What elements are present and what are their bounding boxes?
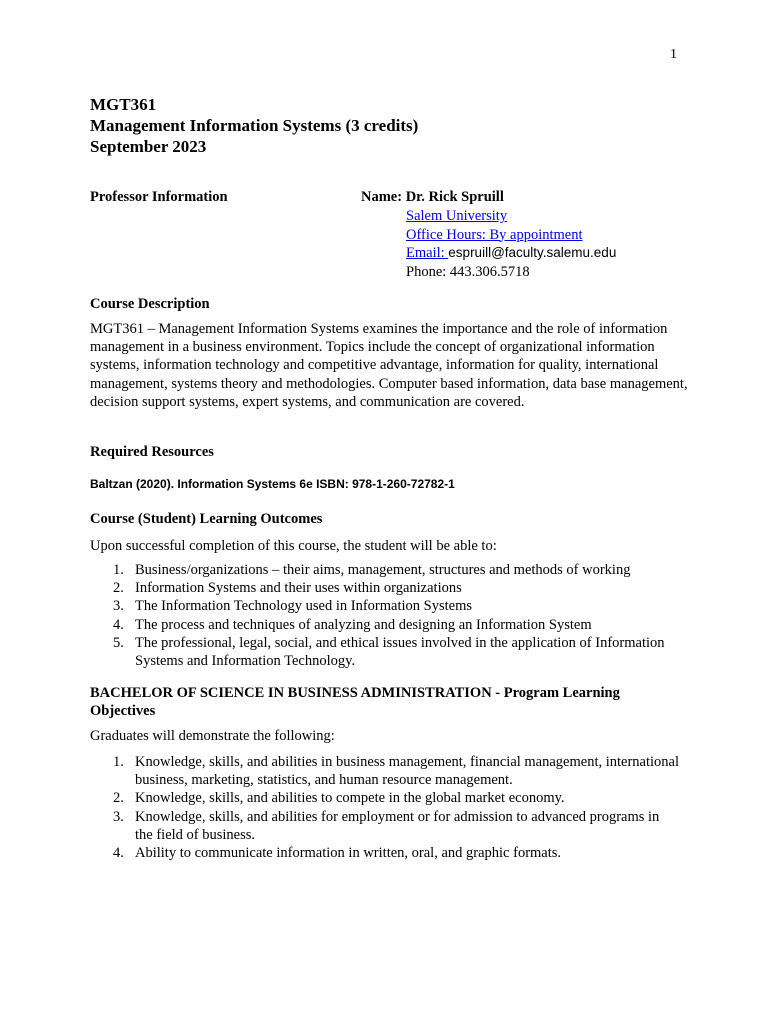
program-objectives-intro: Graduates will demonstrate the following: [90, 728, 335, 744]
list-item: 2. Knowledge, skills, and abilities to compete in the global market economy. [113, 790, 565, 807]
list-item: 1. Knowledge, skills, and abilities in business management, financial management, international business, marketing, statistics, and human resource management. [113, 754, 680, 789]
list-item: 3. Knowledge, skills, and abilities for employment or for admission to advanced programs in the field of business. [113, 808, 660, 843]
list-item: 3. The Information Technology used in Information Systems [113, 598, 472, 615]
phone: Phone: 443.306.5718 [406, 263, 530, 280]
email-value: espruill@faculty.salemu.edu [448, 245, 617, 260]
course-title: Management Information Systems (3 credits) [90, 116, 419, 135]
course-code: MGT361 [90, 95, 157, 114]
learning-outcomes-intro: Upon successful completion of this course, the student will be able to: [90, 538, 497, 554]
document-title-block [90, 94, 418, 157]
list-item: 2. Information Systems and their uses within organizations [113, 580, 462, 597]
learning-outcomes-heading: Course (Student) Learning Outcomes [90, 511, 323, 527]
required-resources-heading: Required Resources [90, 444, 214, 460]
list-item: 4. The process and techniques of analyzing and designing an Information System [113, 616, 592, 633]
list-item: 1. Business/organizations – their aims, management, structures and methods of working [113, 562, 631, 578]
university-link[interactable]: Salem University [406, 208, 508, 224]
professor-name: Name: Dr. Rick Spruill [361, 189, 504, 205]
email-link[interactable]: Email: [406, 245, 449, 261]
professor-contact [406, 207, 616, 281]
course-description-heading: Course Description [90, 296, 210, 312]
course-term: September 2023 [90, 137, 207, 156]
office-hours-link[interactable]: Office Hours: By appointment [406, 226, 583, 243]
page-number: 1 [670, 47, 677, 62]
required-resource-text: Baltzan (2020). Information Systems 6e ISBN: 978-1-260-72782-1 [90, 477, 455, 491]
list-item: 4. Ability to communicate information in written, oral, and graphic formats. [113, 845, 562, 862]
program-objectives-list [90, 753, 680, 862]
program-objectives-heading: BACHELOR OF SCIENCE IN BUSINESS ADMINISTRATION - Program Learning Objectives [90, 685, 620, 719]
professor-info-heading: Professor Information [90, 189, 228, 205]
learning-outcomes-list [90, 561, 680, 670]
email-line [406, 244, 616, 263]
list-item: 5. The professional, legal, social, and ethical issues involved in the application of Information Systems and Information Technology. [113, 634, 665, 670]
course-description-text: MGT361 – Management Information Systems examines the importance and the role of information management in a business environment. Topics include the concept of organizational information systems, information technology and competitive advantage, information for quality, international management, systems theory and methodologies. Computer based information, data base management, decision support systems, expert systems, and communication are covered. [90, 321, 688, 410]
